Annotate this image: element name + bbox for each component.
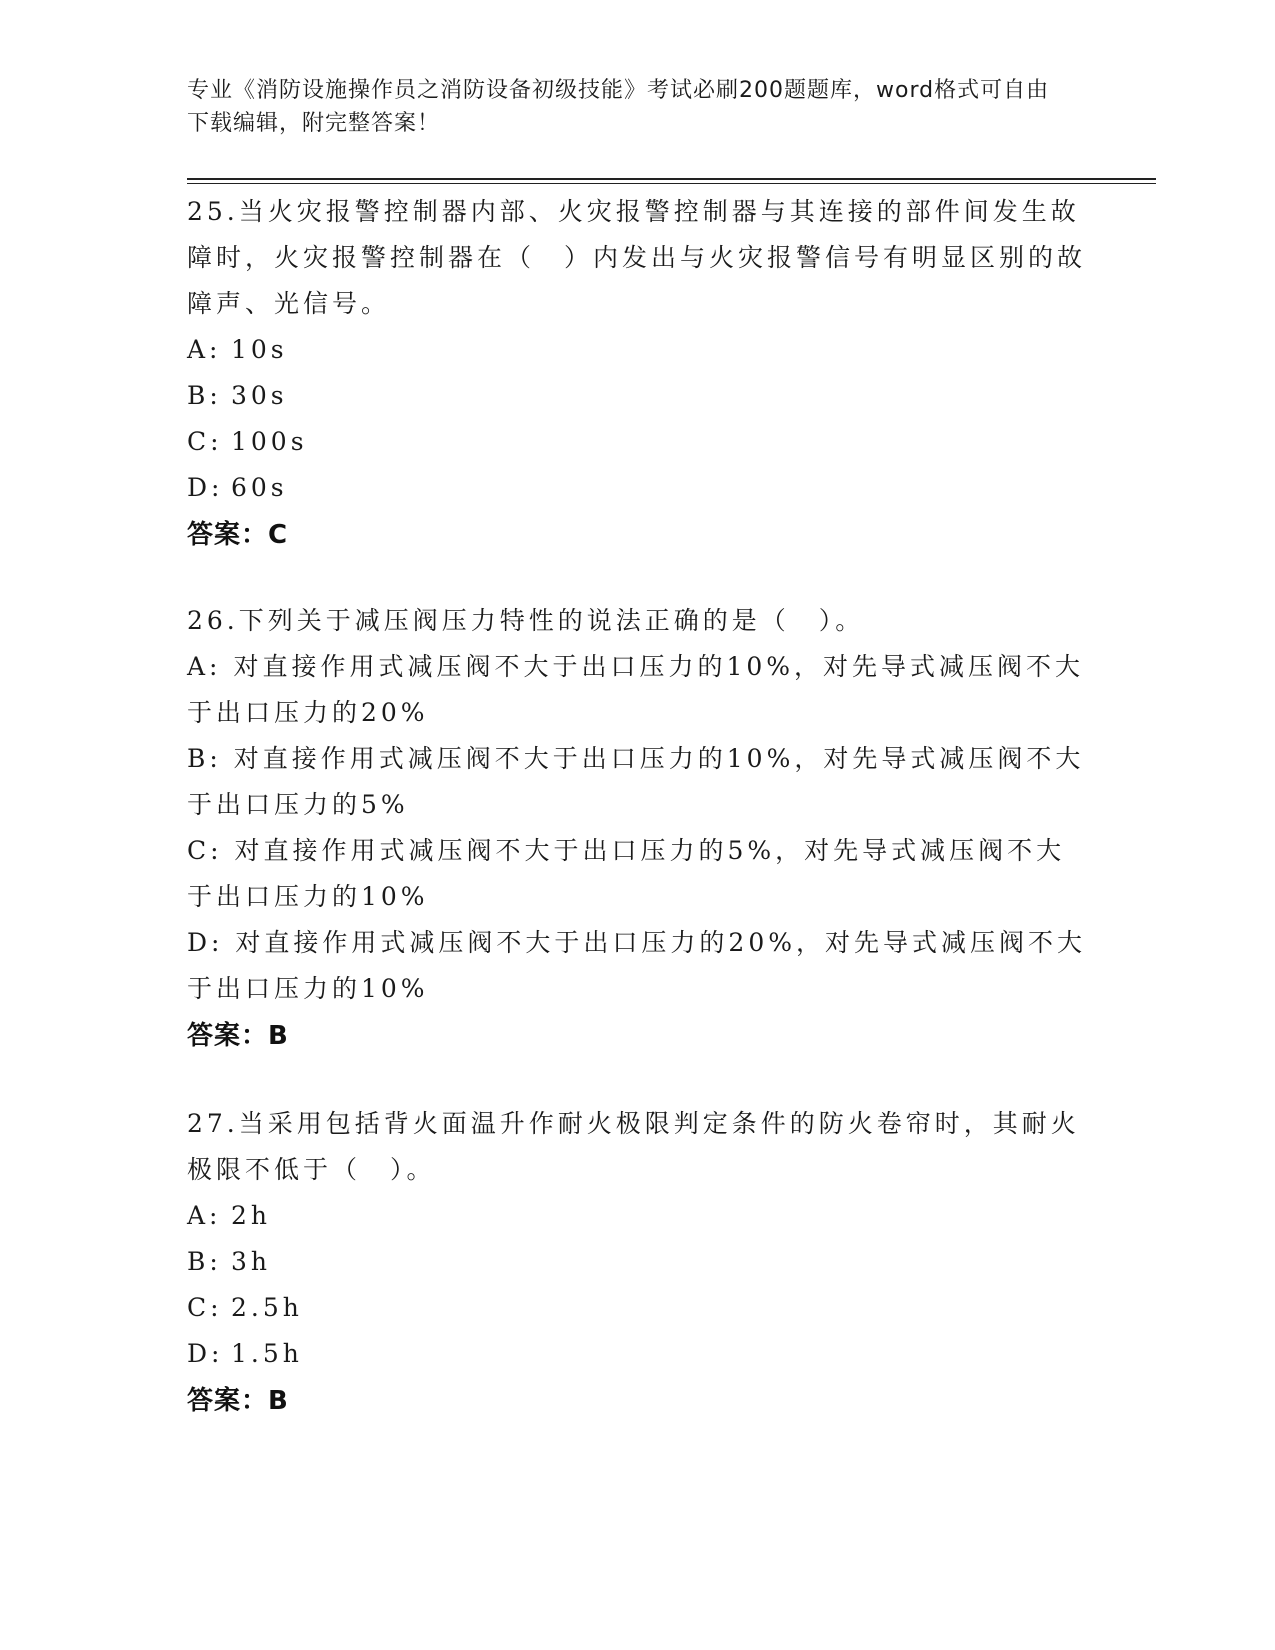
question-stem: 26.下列关于减压阀压力特性的说法正确的是（ ）。 [187,606,865,635]
option-c [187,828,1087,920]
option-c [187,419,1087,465]
option-letter: A: [187,335,222,364]
question-25 [187,189,1087,557]
option-letter: C: [187,836,223,865]
option-letter: B: [187,381,222,410]
header-divider-thin [187,183,1156,184]
question-27 [187,1101,1087,1423]
option-text: 60s [231,473,288,502]
question-26 [187,598,1087,1058]
option-letter: D: [187,928,224,957]
option-b [187,736,1087,828]
option-text: 2h [231,1201,272,1230]
header-divider-thick [187,178,1156,180]
option-text: 1.5h [231,1339,303,1368]
answer-label: 答案：C [187,520,289,550]
option-letter: B: [187,744,222,773]
option-a [187,644,1087,736]
option-text: 3h [231,1247,272,1276]
option-d [187,465,1087,511]
answer-label: 答案：B [187,1021,289,1051]
option-text: 2.5h [231,1293,303,1322]
option-text: 对直接作用式减压阀不大于出口压力的10%，对先导式减压阀不大于出口压力的5% [187,744,1085,819]
option-letter: B: [187,1247,222,1276]
option-text: 100s [231,427,308,456]
option-text: 对直接作用式减压阀不大于出口压力的10%，对先导式减压阀不大于出口压力的20% [187,652,1085,727]
option-letter: A: [187,1201,222,1230]
answer-label: 答案：B [187,1386,289,1416]
option-letter: D: [187,1339,224,1368]
option-a [187,327,1087,373]
option-text: 对直接作用式减压阀不大于出口压力的20%，对先导式减压阀不大于出口压力的10% [187,928,1086,1003]
option-d [187,920,1087,1012]
option-letter: A: [187,652,222,681]
option-letter: D: [187,473,224,502]
option-b [187,1239,1087,1285]
option-c [187,1285,1087,1331]
option-letter: C: [187,427,223,456]
option-b [187,373,1087,419]
document-header: 专业《消防设施操作员之消防设备初级技能》考试必刷200题题库，word格式可自由下载编辑，附完整答案！ [187,78,1050,136]
option-a [187,1193,1087,1239]
option-letter: C: [187,1293,223,1322]
option-text: 30s [231,381,288,410]
question-stem: 25.当火灾报警控制器内部、火灾报警控制器与其连接的部件间发生故障时，火灾报警控制器在（ ）内发出与火灾报警信号有明显区别的故障声、光信号。 [187,197,1087,318]
option-text: 对直接作用式减压阀不大于出口压力的5%，对先导式减压阀不大于出口压力的10% [187,836,1066,911]
question-stem: 27.当采用包括背火面温升作耐火极限判定条件的防火卷帘时，其耐火极限不低于（ ）。 [187,1109,1080,1184]
option-d [187,1331,1087,1377]
option-text: 10s [231,335,288,364]
